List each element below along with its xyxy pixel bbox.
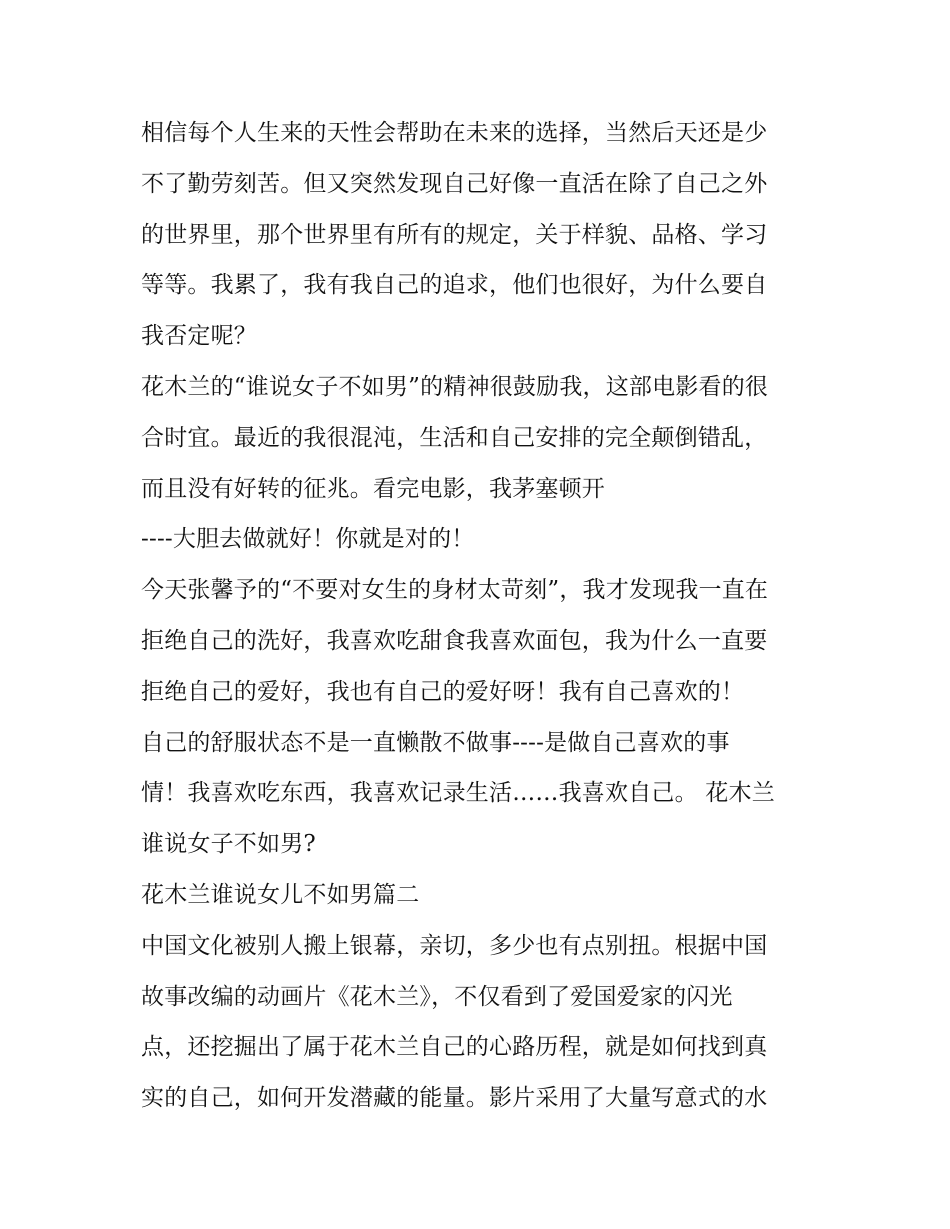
document-body (141, 108, 821, 1124)
text-line-5: 我否定呢？ (141, 323, 257, 350)
text-line-8: 而且没有好转的征兆。看完电影，我茅塞顿开 (141, 475, 605, 502)
text-line-6: 花木兰的“谁说女子不如男”的精神很鼓励我，这部电影看的很 (141, 373, 769, 400)
text-line-4: 等等。我累了，我有我自己的追求，他们也很好，为什么要自 (141, 272, 768, 299)
text-line-20: 实的自己，如何开发潜藏的能量。影片采用了大量写意式的水 (141, 1085, 768, 1112)
text-line-15: 谁说女子不如男? (141, 831, 316, 858)
text-line-1: 相信每个人生来的天性会帮助在未来的选择，当然后天还是少 (141, 120, 768, 146)
text-line-3: 的世界里，那个世界里有所有的规定，关于样貌、品格、学习 (141, 221, 768, 248)
section-heading: 花木兰谁说女儿不如男篇二 (141, 881, 420, 908)
text-line-7: 合时宜。最近的我很混沌，生活和自己安排的完全颠倒错乱， (141, 424, 768, 451)
text-line-2: 不了勤劳刻苦。但又突然发现自己好像一直活在除了自己之外 (141, 170, 768, 197)
text-line-13: 自己的舒服状态不是一直懒散不做事----是做自己喜欢的事 (141, 729, 730, 756)
text-line-10: 今天张馨予的“不要对女生的身材太苛刻”，我才发现我一直在 (141, 577, 769, 604)
text-line-18: 故事改编的动画片《花木兰》，不仅看到了爱国爱家的闪光 (141, 983, 733, 1010)
text-line-11: 拒绝自己的洗好，我喜欢吃甜食我喜欢面包，我为什么一直要 (141, 627, 768, 654)
text-line-14: 情！我喜欢吃东西，我喜欢记录生活……我喜欢自己。 花木兰 (141, 780, 775, 807)
text-line-19: 点，还挖掘出了属于花木兰自己的心路历程，就是如何找到真 (141, 1034, 768, 1061)
text-line-12: 拒绝自己的爱好，我也有自己的爱好呀！我有自己喜欢的！ (141, 678, 745, 705)
text-line-17: 中国文化被别人搬上银幕，亲切，多少也有点别扭。根据中国 (141, 932, 768, 959)
text-line-9: ----大胆去做就好！你就是对的！ (141, 526, 475, 553)
